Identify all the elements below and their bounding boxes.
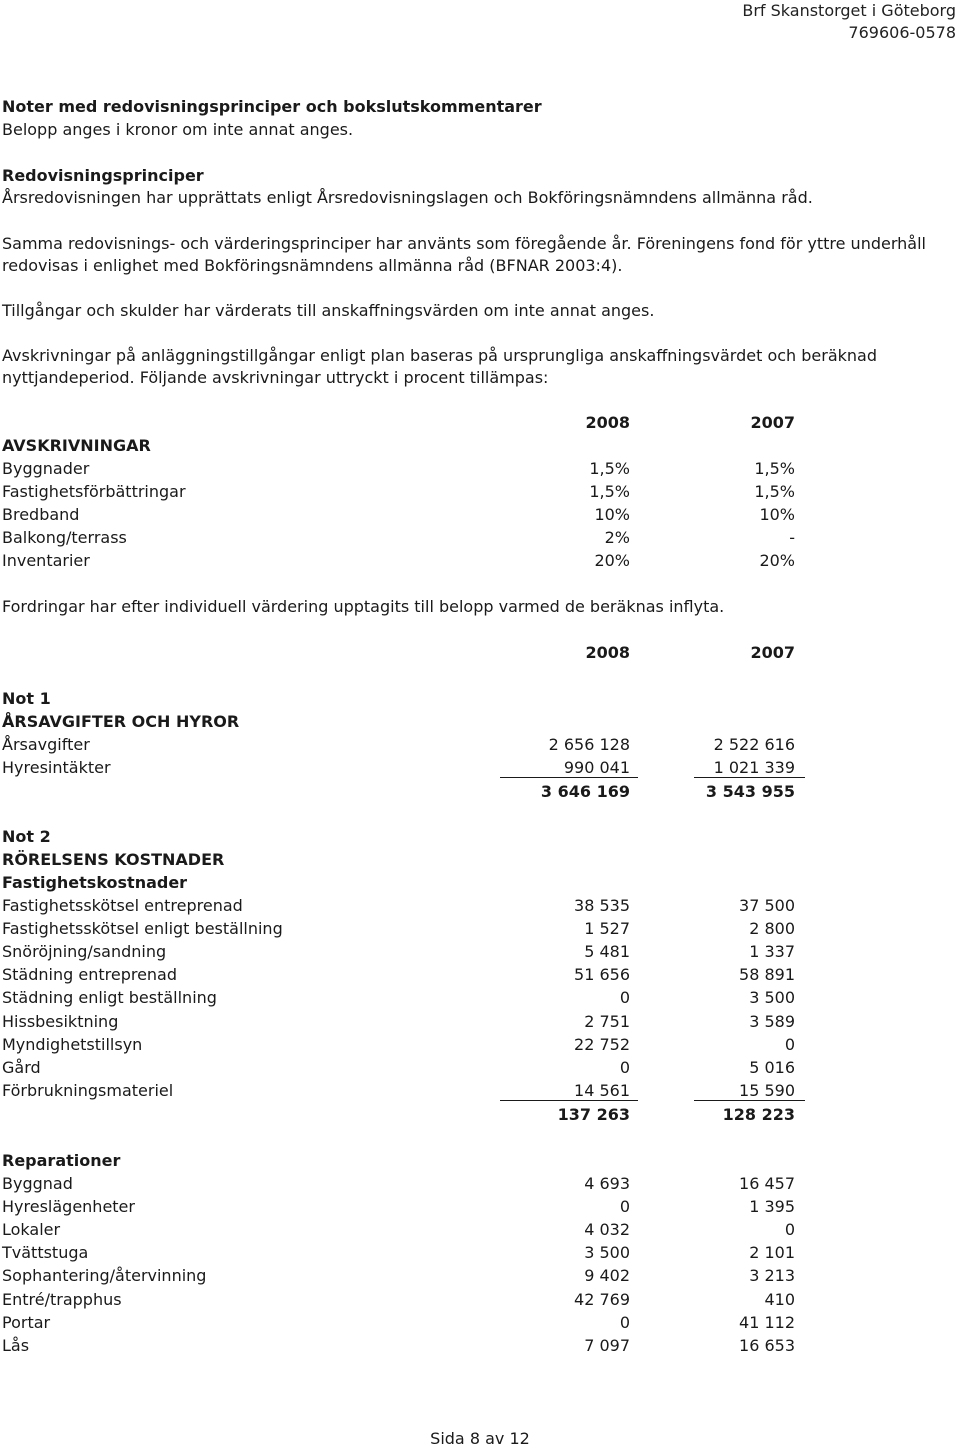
not1-total-2008: 3 646 169 xyxy=(540,782,630,801)
not1-row-value-2007: 2 522 616 xyxy=(713,735,795,754)
principles-text-2b: redovisas i enlighet med Bokföringsnämndens allmänna råd (BFNAR 2003:4). xyxy=(2,256,623,275)
not2-row-value-2007: 0 xyxy=(784,1034,795,1054)
org-name: Brf Skanstorget i Göteborg xyxy=(742,1,956,20)
page-number: Sida 8 av 12 xyxy=(430,1429,530,1448)
repairs-row-value-2008: 3 500 xyxy=(584,1243,630,1263)
org-number: 769606-0578 xyxy=(848,23,956,42)
depr-row-label: Inventarier xyxy=(2,551,90,571)
repairs-row-value-2008: 9 402 xyxy=(584,1266,630,1286)
depr-row-value-2007: 1,5% xyxy=(754,482,795,502)
not2-sum-rule-2008 xyxy=(500,1100,638,1101)
not2-row-value-2008: 5 481 xyxy=(584,942,630,962)
not2-row-value-2008: 0 xyxy=(619,988,630,1008)
depr-row-value-2008: 1,5% xyxy=(589,459,630,478)
not1-row-label: Hyresintäkter xyxy=(2,758,111,778)
repairs-row-label: Hyreslägenheter xyxy=(2,1197,135,1217)
repairs-row-value-2007: 0 xyxy=(784,1220,795,1240)
repairs-row-label: Lokaler xyxy=(2,1220,61,1240)
repairs-row-value-2007: 3 213 xyxy=(749,1266,795,1286)
repairs-row-value-2007: 16 457 xyxy=(739,1174,795,1193)
not1-sum-rule-2007 xyxy=(694,777,805,778)
not1-row-value-2008: 2 656 128 xyxy=(548,735,630,754)
not2-row-label: Städning entreprenad xyxy=(2,965,178,985)
principles-text-4a: Avskrivningar på anläggningstillgångar enligt plan baseras på ursprungliga anskaffningsvärdet och beräknad xyxy=(2,346,878,365)
notes-year-2008: 2008 xyxy=(585,643,630,662)
not1-heading: ÅRSAVGIFTER OCH HYROR xyxy=(2,712,240,731)
not1-row-value-2007: 1 021 339 xyxy=(713,758,795,778)
not2-row-value-2008: 51 656 xyxy=(574,965,630,985)
depr-heading: AVSKRIVNINGAR xyxy=(2,436,151,455)
not2-total-2008: 137 263 xyxy=(557,1105,630,1124)
document-header xyxy=(742,0,956,44)
not2-row-label: Myndighetstillsyn xyxy=(2,1034,143,1054)
repairs-heading: Reparationer xyxy=(2,1151,121,1170)
principles-heading: Redovisningsprinciper xyxy=(2,166,204,185)
not2-row-value-2008: 14 561 xyxy=(574,1080,630,1100)
not2-row-value-2007: 37 500 xyxy=(739,896,795,915)
not1-total-2007: 3 543 955 xyxy=(705,782,795,801)
not2-row-value-2008: 1 527 xyxy=(584,919,630,939)
notes-year-2007: 2007 xyxy=(750,643,795,662)
depr-row-value-2008: 10% xyxy=(594,505,630,525)
depr-row-value-2008: 1,5% xyxy=(589,482,630,502)
not2-sum-rule-2007 xyxy=(694,1100,805,1101)
repairs-row-value-2008: 7 097 xyxy=(584,1335,630,1355)
repairs-row-value-2007: 2 101 xyxy=(749,1243,795,1263)
repairs-row-value-2007: 16 653 xyxy=(739,1335,795,1355)
not2-row-value-2007: 5 016 xyxy=(749,1057,795,1077)
repairs-row-label: Tvättstuga xyxy=(2,1243,89,1263)
repairs-row-label: Entré/trapphus xyxy=(2,1289,122,1309)
repairs-row-label: Lås xyxy=(2,1335,30,1355)
repairs-row-value-2007: 410 xyxy=(764,1289,795,1309)
depr-year-2007: 2007 xyxy=(750,413,795,432)
depr-row-label: Byggnader xyxy=(2,459,90,478)
receivables-text: Fordringar har efter individuell värdering upptagits till belopp varmed de beräknas inflyta. xyxy=(2,597,725,616)
not1-label: Not 1 xyxy=(2,689,51,708)
repairs-row-label: Sophantering/återvinning xyxy=(2,1266,207,1286)
repairs-row-value-2008: 4 693 xyxy=(584,1174,630,1193)
not2-row-value-2008: 2 751 xyxy=(584,1011,630,1031)
not2-row-value-2008: 22 752 xyxy=(574,1034,630,1054)
not2-heading: RÖRELSENS KOSTNADER xyxy=(2,850,225,869)
depr-row-value-2007: 1,5% xyxy=(754,459,795,478)
not2-row-value-2007: 1 337 xyxy=(749,942,795,962)
not2-row-value-2007: 3 500 xyxy=(749,988,795,1008)
not1-row-value-2008: 990 041 xyxy=(563,758,630,778)
not2-row-value-2007: 3 589 xyxy=(749,1011,795,1031)
repairs-row-value-2008: 0 xyxy=(619,1312,630,1332)
principles-text-4b: nyttjandeperiod. Följande avskrivningar uttryckt i procent tillämpas: xyxy=(2,368,549,387)
repairs-row-value-2007: 1 395 xyxy=(749,1197,795,1217)
not2-row-label: Fastighetsskötsel entreprenad xyxy=(2,896,243,915)
not2-row-value-2008: 0 xyxy=(619,1057,630,1077)
not2-total-2007: 128 223 xyxy=(722,1105,795,1124)
page-title: Noter med redovisningsprinciper och bokslutskommentarer xyxy=(2,97,542,116)
depr-row-value-2008: 2% xyxy=(604,528,630,548)
not1-sum-rule-2008 xyxy=(500,777,638,778)
not2-row-value-2007: 15 590 xyxy=(739,1080,795,1100)
principles-text-2a: Samma redovisnings- och värderingsprinciper har använts som föregående år. Föreningens fond för yttre underhåll xyxy=(2,234,926,253)
principles-text-3: Tillgångar och skulder har värderats till anskaffningsvärden om inte annat anges. xyxy=(2,301,655,320)
not2-row-label: Gård xyxy=(2,1057,41,1077)
not2-row-label: Snöröjning/sandning xyxy=(2,942,167,962)
depr-row-value-2007: 20% xyxy=(759,551,795,571)
repairs-row-value-2008: 0 xyxy=(619,1197,630,1217)
depr-row-label: Fastighetsförbättringar xyxy=(2,482,186,502)
repairs-row-label: Portar xyxy=(2,1312,51,1332)
not2-row-label: Hissbesiktning xyxy=(2,1011,119,1031)
not1-row-label: Årsavgifter xyxy=(2,735,90,754)
not2-row-label: Städning enligt beställning xyxy=(2,988,217,1008)
depr-row-label: Bredband xyxy=(2,505,80,525)
repairs-row-value-2007: 41 112 xyxy=(739,1312,795,1332)
depr-year-2008: 2008 xyxy=(585,413,630,432)
depr-row-label: Balkong/terrass xyxy=(2,528,127,548)
not2-label: Not 2 xyxy=(2,827,51,846)
repairs-row-value-2008: 42 769 xyxy=(574,1289,630,1309)
page-subtitle: Belopp anges i kronor om inte annat anges. xyxy=(2,120,354,139)
depr-row-value-2007: - xyxy=(789,528,795,548)
not2-subheading: Fastighetskostnader xyxy=(2,873,188,892)
repairs-row-label: Byggnad xyxy=(2,1174,73,1193)
depr-row-value-2008: 20% xyxy=(594,551,630,571)
depr-row-value-2007: 10% xyxy=(759,505,795,525)
not2-row-label: Förbrukningsmateriel xyxy=(2,1080,174,1100)
repairs-row-value-2008: 4 032 xyxy=(584,1220,630,1240)
not2-row-value-2007: 58 891 xyxy=(739,965,795,985)
principles-text-1: Årsredovisningen har upprättats enligt Årsredovisningslagen och Bokföringsnämndens allmänna råd. xyxy=(2,188,813,207)
not2-row-label: Fastighetsskötsel enligt beställning xyxy=(2,919,283,939)
not2-row-value-2007: 2 800 xyxy=(749,919,795,939)
not2-row-value-2008: 38 535 xyxy=(574,896,630,915)
